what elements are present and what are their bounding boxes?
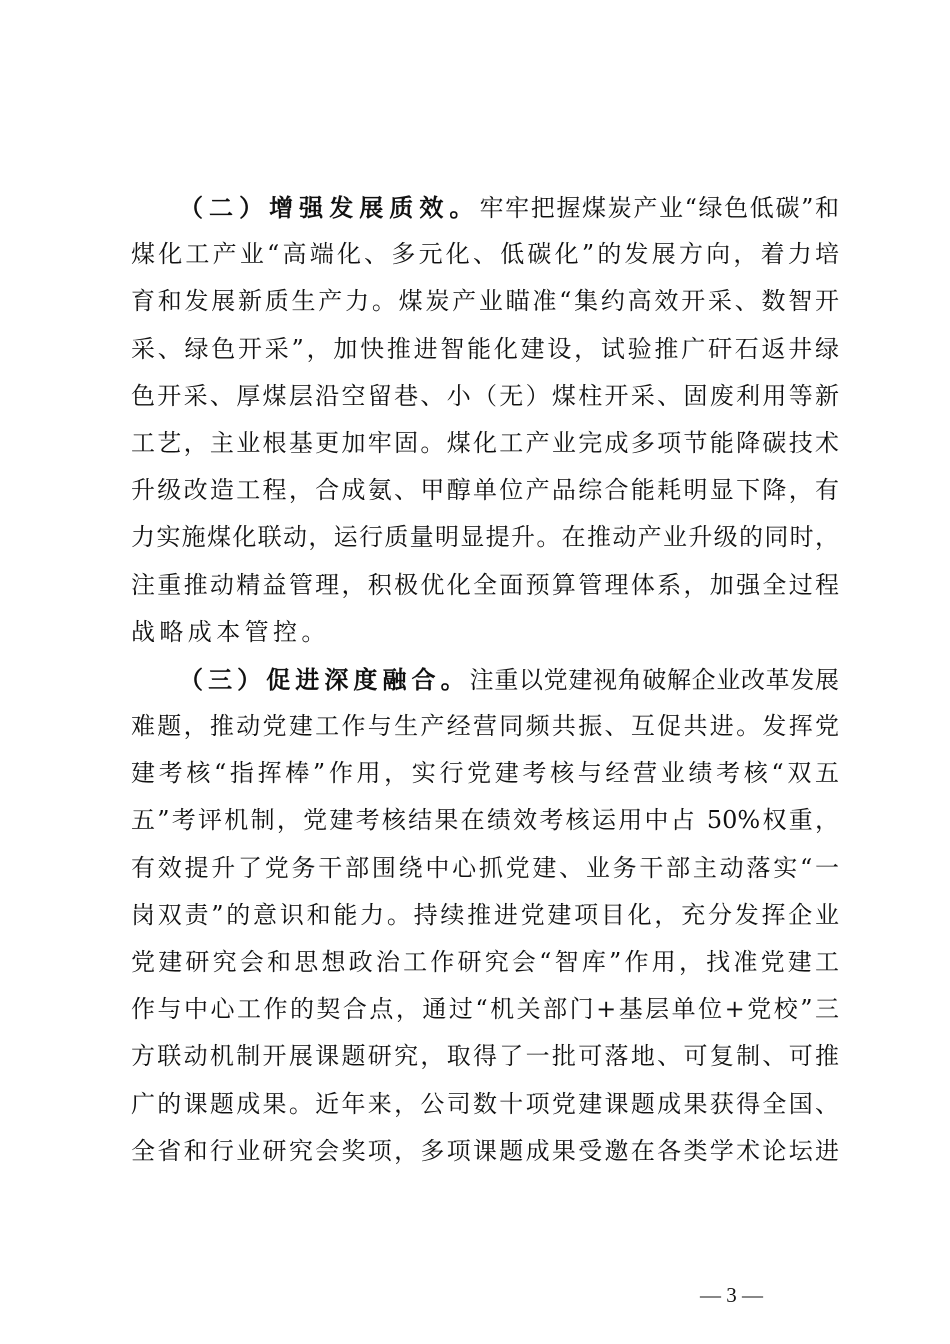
paragraph-1-line-6: 工艺，主业根基更加牢固。煤化工产业完成多项节能降碳技术 [131, 428, 839, 457]
paragraph-2-line-9: 方联动机制开展课题研究，取得了一批可落地、可复制、可推 [131, 1042, 839, 1071]
document-body [131, 184, 839, 1175]
paragraph-2-line-8: 作与中心工作的契合点，通过“机关部门+基层单位+党校”三 [131, 995, 839, 1024]
paragraph-1-line-9: 注重推动精益管理，积极优化全面预算管理体系，加强全过程 [131, 570, 839, 599]
paragraph-1-text: 牢牢把握煤炭产业“绿色低碳”和 [479, 194, 840, 222]
paragraph-2-line-1 [131, 656, 839, 703]
paragraph-2-line-2: 难题，推动党建工作与生产经营同频共振、互促共进。发挥党 [131, 712, 839, 741]
paragraph-2-line-6: 岗双责”的意识和能力。持续推进党建项目化，充分发挥企业 [131, 900, 839, 929]
paragraph-2-line-5: 有效提升了党务干部围绕中心抓党建、业务干部主动落实“一 [131, 853, 839, 882]
paragraph-2-heading: （三）促进深度融合。 [179, 664, 470, 694]
paragraph-2-line-10: 广的课题成果。近年来，公司数十项党建课题成果获得全国、 [131, 1089, 839, 1118]
paragraph-2-line-11: 全省和行业研究会奖项，多项课题成果受邀在各类学术论坛进 [131, 1136, 839, 1165]
page-number: — 3 — [700, 1283, 763, 1307]
paragraph-2-line-3: 建考核“指挥棒”作用，实行党建考核与经营业绩考核“双五 [131, 759, 839, 788]
paragraph-1-line-7: 升级改造工程，合成氨、甲醇单位产品综合能耗明显下降，有 [131, 476, 839, 505]
paragraph-1-line-5: 色开采、厚煤层沿空留巷、小（无）煤柱开采、固废利用等新 [131, 381, 839, 410]
paragraph-1-line-8: 力实施煤化联动，运行质量明显提升。在推动产业升级的同时， [131, 523, 839, 552]
paragraph-1-heading: （二）增强发展质效。 [179, 193, 480, 222]
paragraph-1-line-3: 育和发展新质生产力。煤炭产业瞄准“集约高效开采、数智开 [131, 287, 839, 316]
paragraph-1-line-2: 煤化工产业“高端化、多元化、低碳化”的发展方向，着力培 [131, 240, 839, 269]
paragraph-1-line-1 [131, 184, 839, 231]
paragraph-2-line-4: 五”考评机制，党建考核结果在绩效考核运用中占 50%权重， [131, 806, 839, 835]
paragraph-1-line-10: 战略成本管控。 [131, 617, 330, 646]
paragraph-2-line-7: 党建研究会和思想政治工作研究会“智库”作用，找准党建工 [131, 948, 839, 976]
paragraph-1-line-4: 采、绿色开采”，加快推进智能化建设，试验推广矸石返井绿 [131, 334, 839, 363]
paragraph-2-text: 注重以党建视角破解企业改革发展 [469, 665, 840, 694]
